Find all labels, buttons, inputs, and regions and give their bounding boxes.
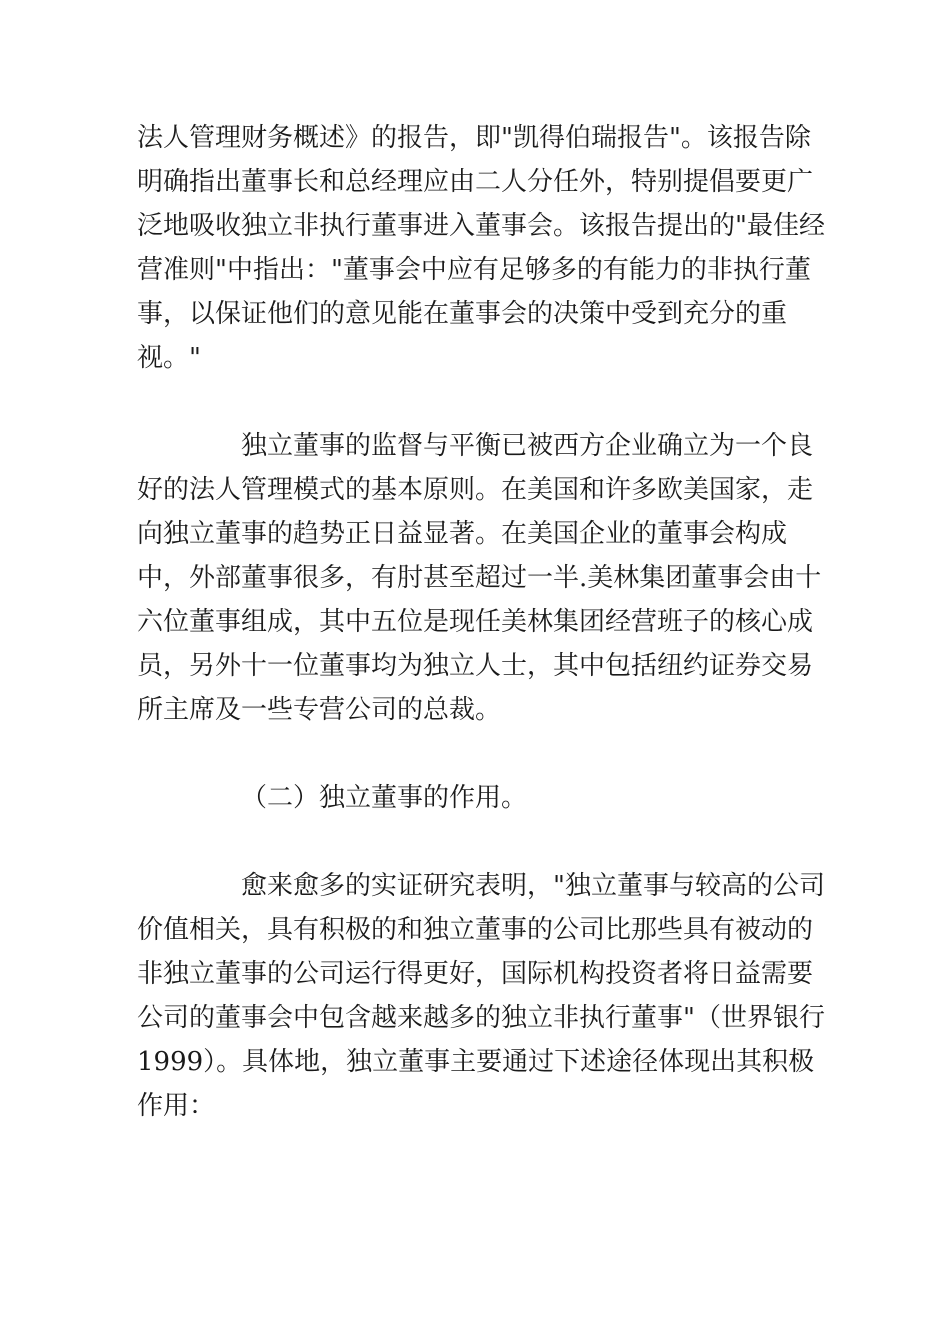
section-heading: （二）独立董事的作用。 bbox=[241, 783, 528, 813]
paragraph-1: 法人管理财务概述》的报告，即"凯得伯瑞报告"。该报告除明确指出董事长和总经理应由二人分任外，特别提倡要更广泛地吸收独立非执行董事进入董事会。该报告提出的"最佳经营准则"中指出："董事会中应有足够多的有能力的非执行董事，以保证他们的意见能在董事会的决策中受到充分的重视。" bbox=[137, 123, 825, 373]
paragraph-spacer bbox=[137, 732, 827, 776]
paragraph-2: 独立董事的监督与平衡已被西方企业确立为一个良好的法人管理模式的基本原则。在美国和许多欧美国家，走向独立董事的趋势正日益显著。在美国企业的董事会构成中，外部董事很多，有肘甚至超过一半.美林集团董事会由十六位董事组成，其中五位是现任美林集团经营班子的核心成员，另外十一位董事均为独立人士，其中包括纽约证券交易所主席及一些专营公司的总裁。 bbox=[137, 431, 822, 725]
paragraph-spacer bbox=[137, 380, 827, 424]
paragraph-3: 愈来愈多的实证研究表明，"独立董事与较高的公司价值相关，具有积极的和独立董事的公司比那些具有被动的非独立董事的公司运行得更好，国际机构投资者将日益需要公司的董事会中包含越来越多的独立非执行董事"（世界银行1999）。具体地，独立董事主要通过下述途径体现出其积极作用： bbox=[137, 871, 825, 1121]
document-body bbox=[137, 116, 827, 1128]
paragraph-spacer bbox=[137, 820, 827, 864]
